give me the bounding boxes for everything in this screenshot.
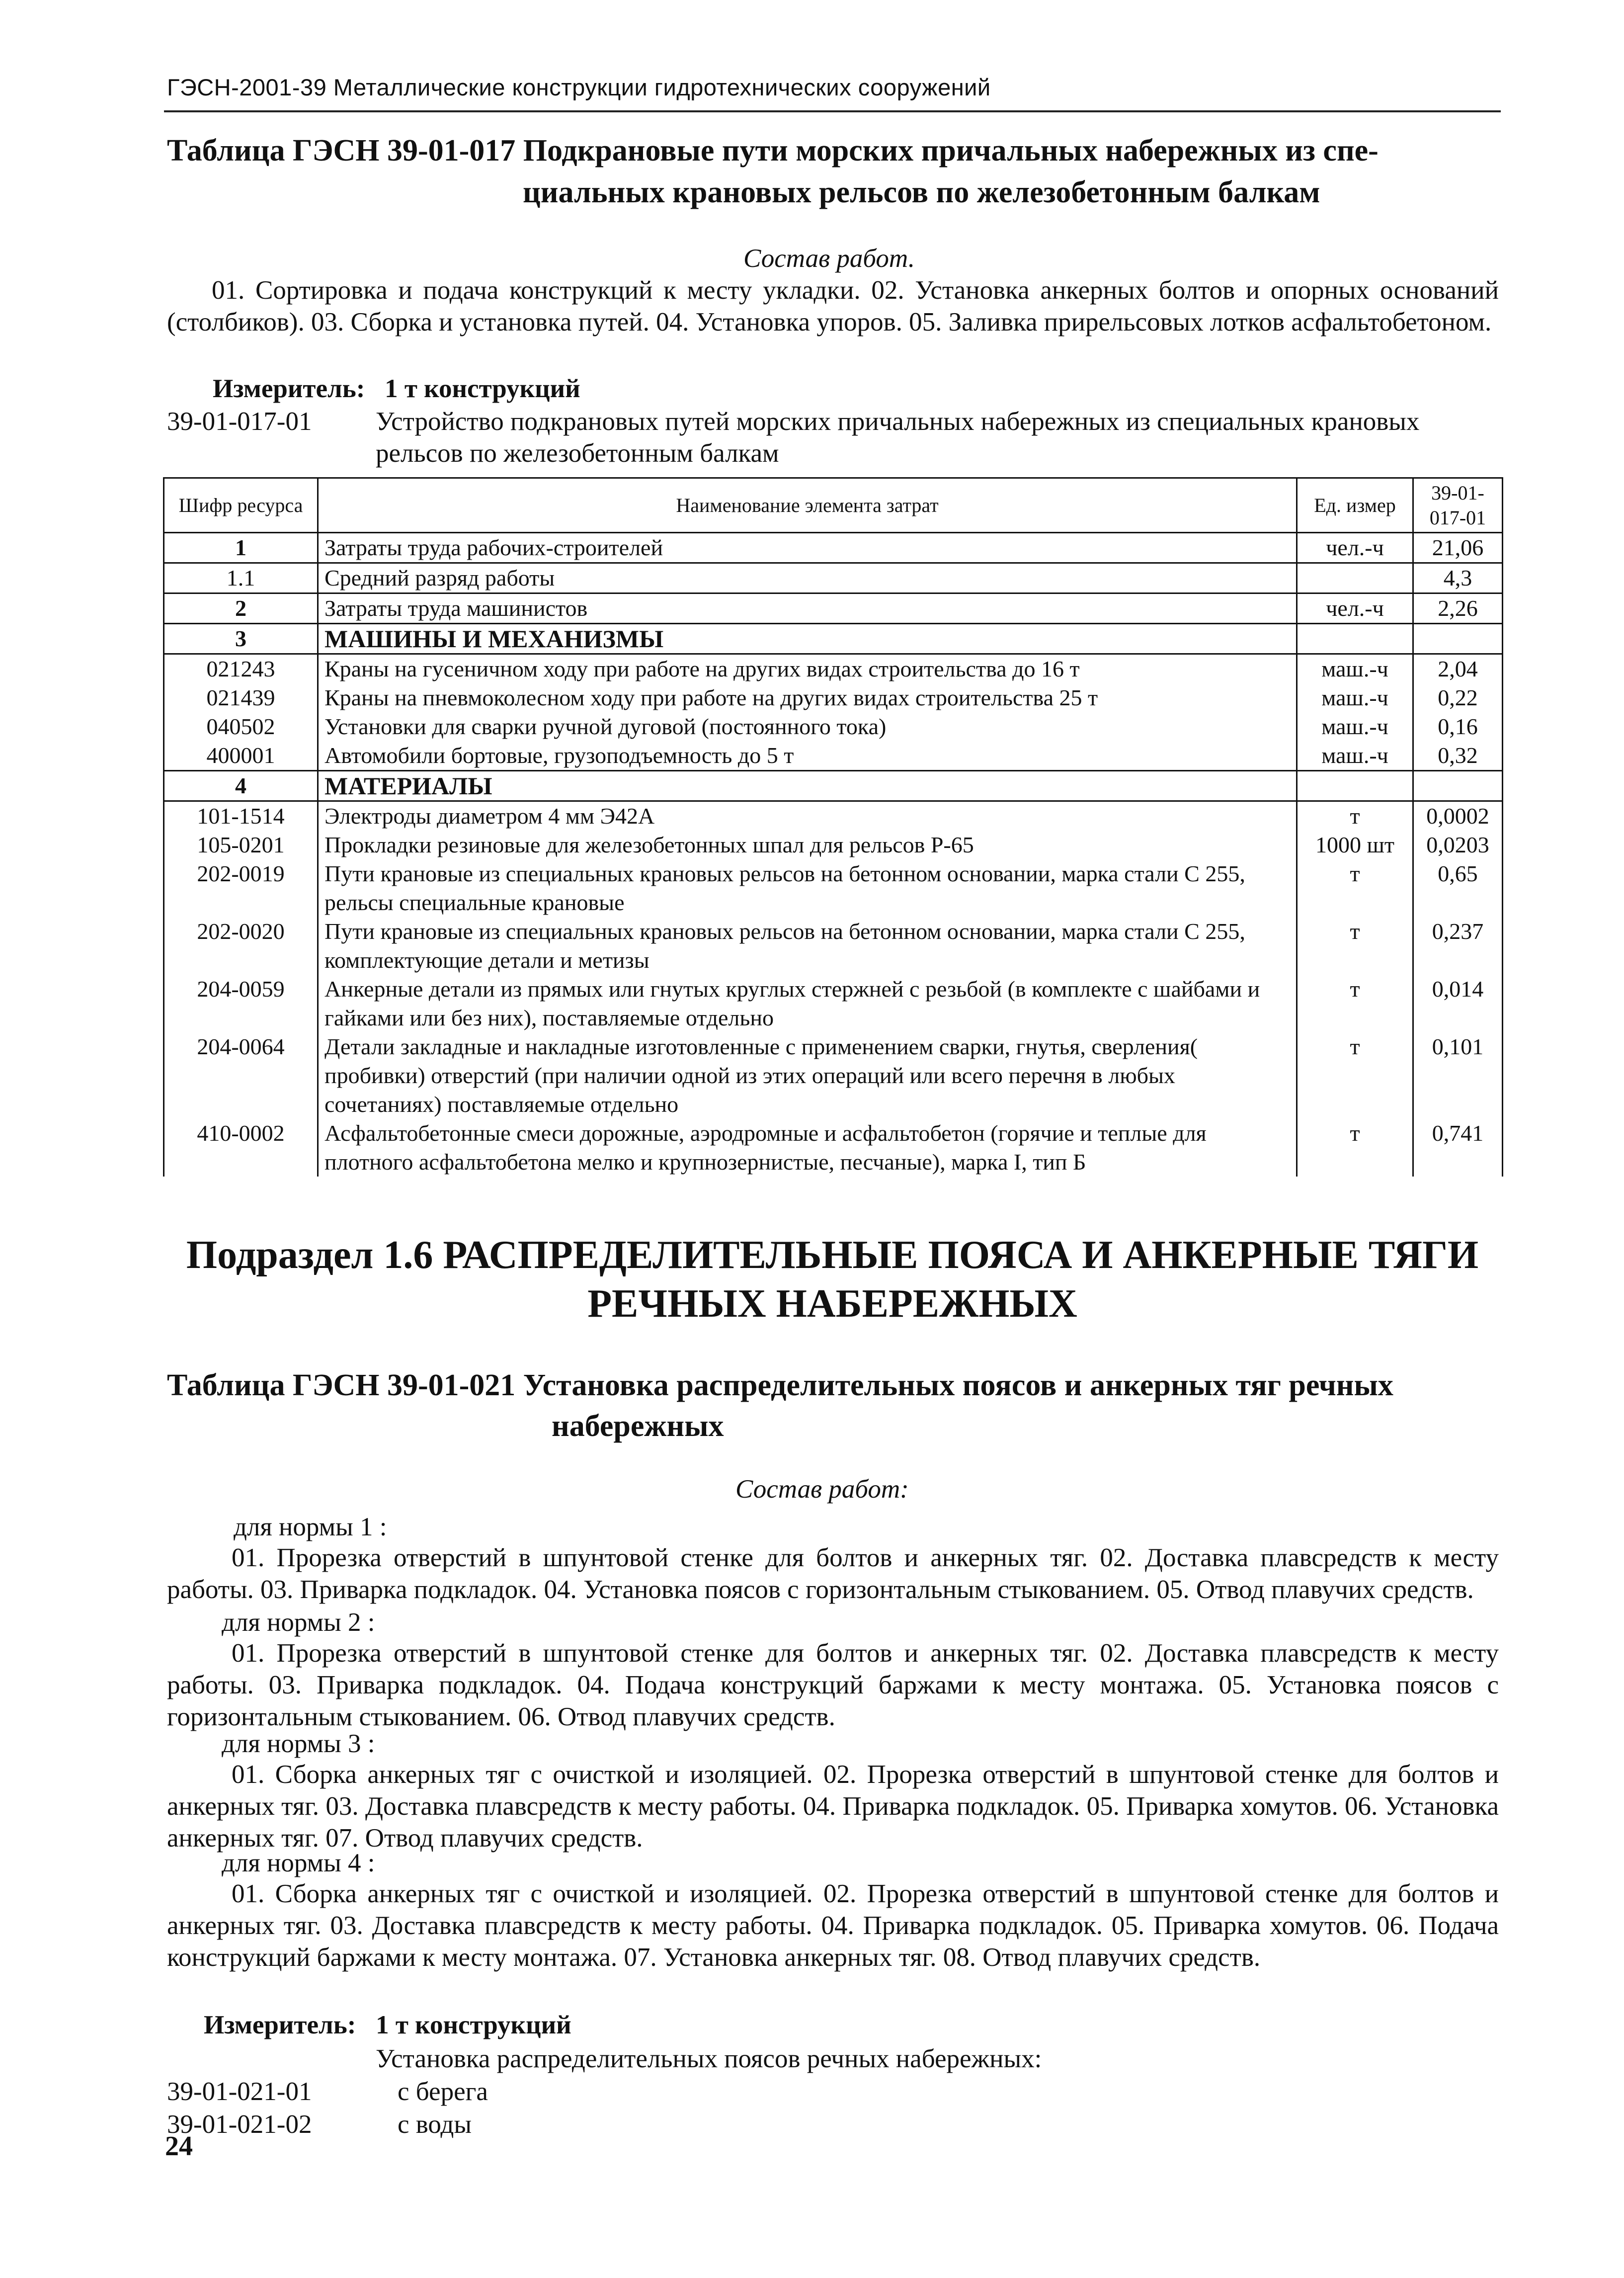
cell-value: 4,3 [1413, 563, 1503, 593]
table1-meter [213, 373, 580, 405]
table-row [164, 741, 1503, 771]
cell-name: Прокладки резиновые для железобетонных шпал для рельсов Р-65 [318, 831, 1297, 859]
cell-unit: т [1297, 917, 1413, 975]
table-row [164, 801, 1503, 831]
table2-title-line2: набережных [552, 1409, 724, 1443]
cell-value: 0,32 [1413, 741, 1503, 771]
cell-value: 0,65 [1413, 859, 1503, 917]
cell-value [1413, 624, 1503, 654]
cell-value: 0,101 [1413, 1032, 1503, 1119]
meter-value: 1 т конструкций [376, 2011, 571, 2039]
cell-name: Краны на гусеничном ходу при работе на других видах строительства до 16 т [318, 654, 1297, 684]
table2-group-caption: Установка распределительных поясов речных набережных: [376, 2044, 1042, 2073]
cell-value: 0,237 [1413, 917, 1503, 975]
cell-name: Автомобили бортовые, грузоподъемность до 5 т [318, 741, 1297, 771]
table2-title-line1: Таблица ГЭСН 39-01-021 Установка распределительных поясов и анкерных тяг речных [167, 1368, 1393, 1402]
table-row [164, 712, 1503, 741]
cell-value [1413, 771, 1503, 801]
cell-code: 202-0020 [164, 917, 318, 975]
table-row [164, 654, 1503, 684]
table1-norm-text-line2: рельсов по железобетонным балкам [376, 439, 779, 468]
cell-code: 040502 [164, 712, 318, 741]
cell-code: 410-0002 [164, 1119, 318, 1177]
table-row [164, 683, 1503, 712]
resource-table-body [164, 533, 1503, 1177]
norm-label: для нормы 1 : [234, 1513, 387, 1541]
cell-value: 21,06 [1413, 533, 1503, 563]
table2-item-code: 39-01-021-02 [167, 2110, 312, 2139]
cell-unit: маш.-ч [1297, 654, 1413, 684]
col-header-norm: 39-01-017-01 [1413, 478, 1503, 533]
cell-value: 2,04 [1413, 654, 1503, 684]
page-number: 24 [165, 2131, 193, 2162]
cell-name: Средний разряд работы [318, 563, 1297, 593]
norm-text: 01. Прорезка отверстий в шпунтовой стенке для болтов и анкерных тяг. 02. Доставка плавсредств к месту работы. 03. Приварка подкладок. 04. Установка поясов с горизонтальным стыкованием. 05. Отвод плавучих средств. [167, 1543, 1499, 1604]
cell-unit: т [1297, 801, 1413, 831]
header-rule [164, 110, 1501, 112]
table-row [164, 593, 1503, 624]
cell-code: 101-1514 [164, 801, 318, 831]
col-header-unit: Ед. измер [1297, 478, 1413, 533]
cell-value: 0,0203 [1413, 831, 1503, 859]
cell-unit [1297, 771, 1413, 801]
cell-code: 202-0019 [164, 859, 318, 917]
table1-title-line1: Таблица ГЭСН 39-01-017 Подкрановые пути морских причальных набережных из спе- [167, 134, 1379, 168]
cell-code: 2 [164, 593, 318, 624]
cell-name: Детали закладные и накладные изготовленные с применением сварки, гнутья, сверления( пробивки) отверстий (при наличии одной из этих операций или всего перечня в любых сочетаниях) поставляемые отдельно [318, 1032, 1297, 1119]
cell-name: Электроды диаметром 4 мм Э42А [318, 801, 1297, 831]
resource-table [163, 477, 1503, 1177]
norm-text: 01. Прорезка отверстий в шпунтовой стенке для болтов и анкерных тяг. 02. Доставка плавсредств к месту работы. 03. Приварка подкладок. 04. Подача конструкций баржами к месту монтажа. 05. Установка поясов с горизонтальным стыкованием. 06. Отвод плавучих средств. [167, 1639, 1499, 1731]
cell-unit [1297, 624, 1413, 654]
running-header: ГЭСН-2001-39 Металлические конструкции гидротехнических сооружений [167, 74, 991, 100]
cell-name: Установки для сварки ручной дуговой (постоянного тока) [318, 712, 1297, 741]
cell-code: 3 [164, 624, 318, 654]
meter-value: 1 т конструкций [385, 374, 580, 403]
meter-label: Измеритель: [213, 374, 365, 403]
cell-name: МАТЕРИАЛЫ [318, 771, 1297, 801]
cell-code: 204-0064 [164, 1032, 318, 1119]
cell-code: 021243 [164, 654, 318, 684]
norm-text: 01. Сборка анкерных тяг с очисткой и изоляцией. 02. Прорезка отверстий в шпунтовой стенке для болтов и анкерных тяг. 03. Доставка плавсредств к месту работы. 04. Приварка подкладок. 05. Приварка хомутов. 06. Установка анкерных тяг. 07. Отвод плавучих средств. [167, 1760, 1499, 1853]
cell-unit: т [1297, 859, 1413, 917]
table1-norm-code: 39-01-017-01 [167, 407, 312, 436]
cell-code: 400001 [164, 741, 318, 771]
table-row [164, 1119, 1503, 1177]
cell-unit: чел.-ч [1297, 593, 1413, 624]
cell-unit: т [1297, 1032, 1413, 1119]
cell-unit: маш.-ч [1297, 741, 1413, 771]
table-row [164, 975, 1503, 1032]
table1-composition-label: Состав работ. [743, 244, 915, 273]
table2-item-code: 39-01-021-01 [167, 2077, 312, 2106]
cell-code: 1 [164, 533, 318, 563]
table1-title-line2: циальных крановых рельсов по железобетонным балкам [523, 175, 1320, 209]
table2-item-text: с воды [398, 2110, 472, 2139]
table-row [164, 771, 1503, 801]
cell-name: Пути крановые из специальных крановых рельсов на бетонном основании, марка стали С 255, комплектующие детали и метизы [318, 917, 1297, 975]
table-row [164, 533, 1503, 563]
cell-name: Краны на пневмоколесном ходу при работе на других видах строительства 25 т [318, 683, 1297, 712]
cell-value: 0,741 [1413, 1119, 1503, 1177]
cell-unit [1297, 563, 1413, 593]
norm-text: 01. Сборка анкерных тяг с очисткой и изоляцией. 02. Прорезка отверстий в шпунтовой стенке для болтов и анкерных тяг. 03. Доставка плавсредств к месту работы. 04. Приварка подкладок. 05. Приварка хомутов. 06. Подача конструкций баржами к месту монтажа. 07. Установка анкерных тяг. 08. Отвод плавучих средств. [167, 1879, 1499, 1972]
cell-value: 2,26 [1413, 593, 1503, 624]
cell-code: 204-0059 [164, 975, 318, 1032]
norm-label: для нормы 2 : [222, 1608, 375, 1637]
subsection-title-line2: РЕЧНЫХ НАБЕРЕЖНЫХ [587, 1282, 1077, 1326]
subsection-title-line1: Подраздел 1.6 РАСПРЕДЕЛИТЕЛЬНЫЕ ПОЯСА И АНКЕРНЫЕ ТЯГИ [186, 1233, 1479, 1277]
cell-unit: чел.-ч [1297, 533, 1413, 563]
cell-value: 0,16 [1413, 712, 1503, 741]
cell-name: Затраты труда машинистов [318, 593, 1297, 624]
cell-unit: т [1297, 1119, 1413, 1177]
cell-unit: т [1297, 975, 1413, 1032]
cell-name: Асфальтобетонные смеси дорожные, аэродромные и асфальтобетон (горячие и теплые для плотного асфальтобетона мелко и крупнозернистые, песчаные), марка I, тип Б [318, 1119, 1297, 1177]
cell-name: МАШИНЫ И МЕХАНИЗМЫ [318, 624, 1297, 654]
norm-label: для нормы 3 : [222, 1729, 375, 1758]
table-row [164, 563, 1503, 593]
table-row [164, 859, 1503, 917]
col-header-code: Шифр ресурса [164, 478, 318, 533]
cell-value: 0,0002 [1413, 801, 1503, 831]
cell-value: 0,22 [1413, 683, 1503, 712]
table1-norm-text-line1: Устройство подкрановых путей морских причальных набережных из специальных крановых [376, 407, 1420, 436]
cell-code: 4 [164, 771, 318, 801]
cell-unit: маш.-ч [1297, 683, 1413, 712]
norm-label: для нормы 4 : [222, 1849, 375, 1877]
table-row [164, 917, 1503, 975]
table2-composition-label: Состав работ: [735, 1475, 909, 1504]
table2-item-text: с берега [398, 2077, 488, 2106]
cell-code: 021439 [164, 683, 318, 712]
cell-unit: 1000 шт [1297, 831, 1413, 859]
cell-name: Пути крановые из специальных крановых рельсов на бетонном основании, марка стали С 255, рельсы специальные крановые [318, 859, 1297, 917]
table-row [164, 624, 1503, 654]
cell-code: 1.1 [164, 563, 318, 593]
table2-meter [204, 2009, 571, 2041]
cell-code: 105-0201 [164, 831, 318, 859]
cell-value: 0,014 [1413, 975, 1503, 1032]
cell-name: Затраты труда рабочих-строителей [318, 533, 1297, 563]
table1-composition-text: 01. Сортировка и подача конструкций к месту укладки. 02. Установка анкерных болтов и опорных оснований (столбиков). 03. Сборка и установка путей. 04. Установка упоров. 05. Заливка прирельсовых лотков асфальтобетоном. [167, 276, 1499, 337]
table-row [164, 831, 1503, 859]
meter-label: Измеритель: [204, 2011, 356, 2039]
cell-name: Анкерные детали из прямых или гнутых круглых стержней с резьбой (в комплекте с шайбами и гайками или без них), поставляемые отдельно [318, 975, 1297, 1032]
table-row [164, 1032, 1503, 1119]
col-header-name: Наименование элемента затрат [318, 478, 1297, 533]
table-header-row [164, 478, 1503, 533]
cell-unit: маш.-ч [1297, 712, 1413, 741]
